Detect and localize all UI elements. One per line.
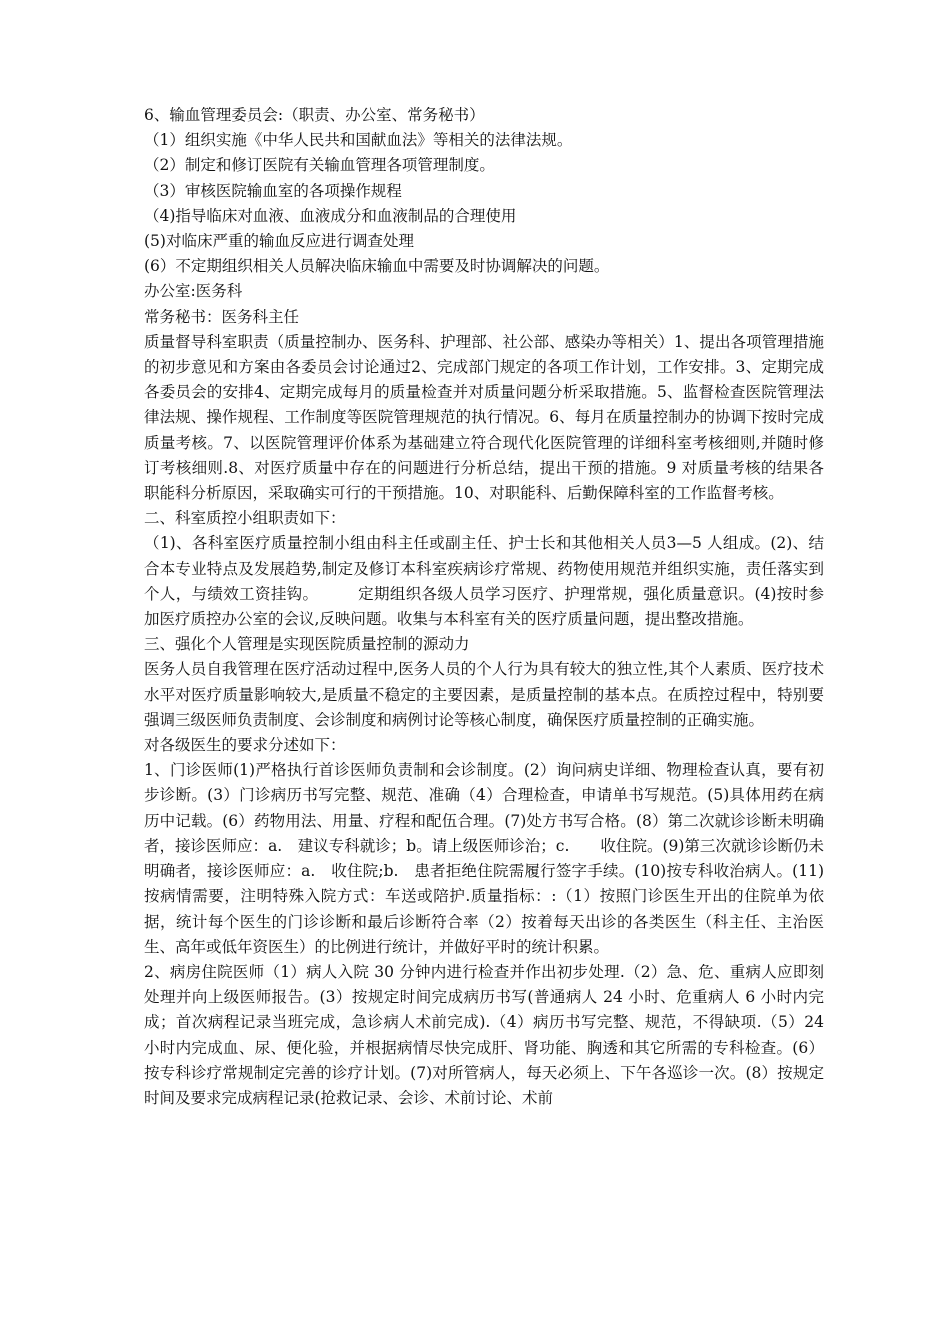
section-heading-personal-management: 三、强化个人管理是实现医院质量控制的源动力 (144, 635, 470, 654)
office-line: 办公室:医务科 (144, 282, 243, 301)
section-heading-qc-group: 二、科室质控小组职责如下： (144, 509, 346, 528)
list-item: （3）审核医院输血室的各项操作规程 (144, 181, 402, 200)
list-item: （1）组织实施《中华人民共和国献血法》等相关的法律法规。 (144, 131, 573, 150)
document-body (144, 103, 824, 1111)
list-item: （2）制定和修订医院有关输血管理各项管理制度。 (144, 156, 495, 175)
list-item: （4)指导临床对血液、血液成分和血液制品的合理使用 (144, 206, 517, 225)
personal-management-paragraph: 医务人员自我管理在医疗活动过程中,医务人员的个人行为具有较大的独立性,其个人素质、医疗技术水平对医疗质量影响较大,是质量不稳定的主要因素，是质量控制的基本点。在质控过程中，特别要强调三级医师负责制度、会诊制度和病例讨论等核心制度，确保医疗质量控制的正确实施。 (144, 660, 824, 729)
list-item: (6）不定期组织相关人员解决临床输血中需要及时协调解决的问题。 (144, 257, 610, 276)
qc-group-paragraph: （1)、各科室医疗质量控制小组由科主任或副主任、护士长和其他相关人员3—5 人组成。(2)、结合本专业特点及发展趋势,制定及修订本科室疾病诊疗常规、药物使用规范并组织实施，责任落实到个人，与绩效工资挂钩。 定期组织各级人员学习医疗、护理常规，强化质量意识。(4)按时参加医疗质控办公室的会议,反映问题。收集与本科室有关的医疗质量问题，提出整改措施。 (144, 534, 824, 629)
ward-doctor-paragraph: 2、病房住院医师（1）病人入院 30 分钟内进行检查并作出初步处理.（2）急、危、重病人应即刻处理并向上级医师报告。(3）按规定时间完成病历书写(普通病人 24 小时、危重病人 6 小时内完成；首次病程记录当班完成，急诊病人术前完成).（4）病历书写完整、规范，不得缺项.（5）24 小时内完成血、尿、便化验，并根据病情尽快完成肝、肾功能、胸透和其它所需的专科检查。(6）按专科诊疗常规制定完善的诊疗计划。(7)对所管病人，每天必须上、下午各巡诊一次。(8）按规定时间及要求完成病程记录(抢救记录、会诊、术前讨论、术前 (144, 962, 824, 1107)
list-item: (5)对临床严重的输血反应进行调查处理 (144, 232, 414, 251)
secretary-line: 常务秘书：医务科主任 (144, 307, 300, 326)
doctor-requirements-heading: 对各级医生的要求分述如下： (144, 736, 346, 755)
section-heading-transfusion-committee: 6、输血管理委员会:（职责、办公室、常务秘书） (144, 106, 485, 124)
outpatient-doctor-paragraph: 1、门诊医师(1)严格执行首诊医师负责制和会诊制度。(2）询问病史详细、物理检查认真，要有初步诊断。(3）门诊病历书写完整、规范、准确（4）合理检查，申请单书写规范。(5)具体用药在病历中记载。(6）药物用法、用量、疗程和配伍合理。(7)处方书写合格。(8）第二次就诊诊断未明确者，接诊医师应：a. 建议专科就诊；b。请上级医师诊治；c. 收住院。(9)第三次就诊诊断仍未明确者，接诊医师应：a. 收住院;b. 患者拒绝住院需履行签字手续。(10)按专科收治病人。(11)按病情需要，注明特殊入院方式：车送或陪护.质量指标：:（1）按照门诊医生开出的住院单为依据，统计每个医生的门诊诊断和最后诊断符合率（2）按着每天出诊的各类医生（科主任、主治医生、高年或低年资医生）的比例进行统计，并做好平时的统计积累。 (144, 761, 824, 956)
quality-supervision-paragraph: 质量督导科室职责（质量控制办、医务科、护理部、社公部、感染办等相关）1、提出各项管理措施的初步意见和方案由各委员会讨论通过2、完成部门规定的各项工作计划，工作安排。3、定期完成各委员会的安排4、定期完成每月的质量检查并对质量问题分析采取措施。5、监督检查医院管理法律法规、操作规程、工作制度等医院管理规范的执行情况。6、每月在质量控制办的协调下按时完成质量考核。7、以医院管理评价体系为基础建立符合现代化医院管理的详细科室考核细则,并随时修订考核细则.8、对医疗质量中存在的问题进行分析总结，提出干预的措施。9 对质量考核的结果各职能科分析原因，采取确实可行的干预措施。10、对职能科、后勤保障科室的工作监督考核。 (144, 332, 824, 503)
